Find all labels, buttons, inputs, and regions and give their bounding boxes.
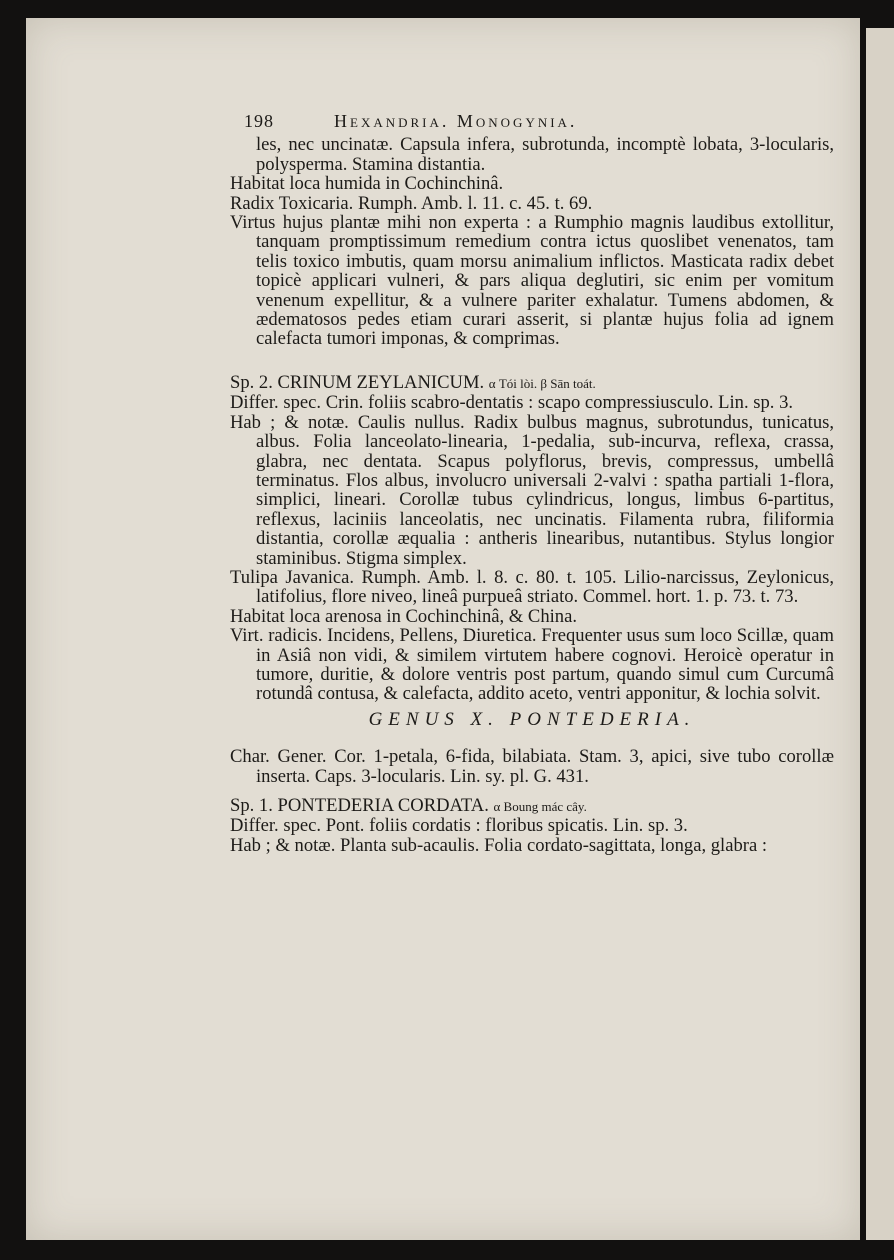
intro-virtus: Virtus hujus plantæ mihi non experta : a Rumphio magnis laudibus extollitur, tanquam promptissimum remedium contra ictus quoslibet venenatos, tam telis toxico imbutis, quam morsu animalium inflictos. Masticata radix debet topicè applicari vulneri, & pars aliqua deglutiri, sic enim per vomitum venenum expellitur, & a vulnere pariter exhalatur. Tumens abdomen, & ædematosos pedes etiam curari asserit, si plantæ hujus folia ad ignem calefacta tumori imponas, & comprimas. [230,212,834,350]
species1-heading [230,796,834,816]
species2-hab: Hab ; & notæ. Caulis nullus. Radix bulbus magnus, subrotundus, tunicatus, albus. Folia lanceolato-linearia, 1-pedalia, sub-incurva, reflexa, crassa, glabra, nec dentata. Scapus polyflorus, brevis, compressus, umbellâ terminatus. Flos albus, involucro universali 2-valvi : spatha partiali 1-flora, simplici, lineari. Corollæ tubus cylindricus, longus, limbus 6-partitus, reflexus, laciniis lanceolatis, nec uncinatis. Filamenta rubra, filiformia distantia, corollæ æqualia : antheris linearibus, nutantibus. Stylus longior staminibus. Stigma simplex. [230,411,834,569]
running-header [230,112,834,131]
species1-hab: Hab ; & notæ. Planta sub-acaulis. Folia cordato-sagittata, longa, glabra : [230,834,768,856]
species2-heading [230,373,834,393]
intro-continuation: les, nec uncinatæ. Capsula infera, subrotunda, incomptè lobata, 3-locularis, polysperma. Stamina distantia. [256,134,834,175]
adjacent-page-edge [866,28,894,1240]
page-number: 198 [244,111,274,131]
species1-differ: Differ. spec. Pont. foliis cordatis : floribus spicatis. Lin. sp. 3. [230,815,688,837]
species2-differ: Differ. spec. Crin. foliis scabro-dentatis : scapo compressiusculo. Lin. sp. 3. [230,392,794,414]
species2-habitat: Habitat loca arenosa in Cochinchinâ, & China. [230,605,577,627]
species2-vernacular: α Tói lòi. β Sān toát. [488,375,596,391]
species1-vernacular: α Boung mác cây. [493,799,587,814]
genus-char: Char. Gener. Cor. 1-petala, 6-fida, bilabiata. Stam. 3, apici, sive tubo corollæ inserta. Caps. 3-locularis. Lin. sy. pl. G. 431. [230,746,834,787]
species2-title: Sp. 2. CRINUM ZEYLANICUM. [230,371,485,393]
intro-habitat: Habitat loca humida in Cochinchinâ. [230,173,504,195]
intro-radix: Radix Toxicaria. Rumph. Amb. l. 11. c. 45. t. 69. [230,192,593,214]
genus-heading: GENUS X. PONTEDERIA. [368,708,696,730]
species1-title: Sp. 1. PONTEDERIA CORDATA. [230,795,489,816]
running-title: Hexandria. Monogynia. [334,111,578,131]
species2-tulipa: Tulipa Javanica. Rumph. Amb. l. 8. c. 80. t. 105. Lilio-narcissus, Zeylonicus, latifolius, flore niveo, lineâ purpueâ striato. Commel. hort. 1. p. 73. t. 73. [230,566,834,608]
page-text [230,112,834,855]
species2-virt: Virt. radicis. Incidens, Pellens, Diuretica. Frequenter usus sum loco Scillæ, quam in Asiâ non vidi, & similem virtutem habere cognovi. Heroicè operatur in tumore, duritie, & dolore ventris post partum, quando simul cum Curcumâ rotundâ contusa, & calefacta, addito aceto, ventri apponitur, & lochia solvit. [230,625,834,705]
